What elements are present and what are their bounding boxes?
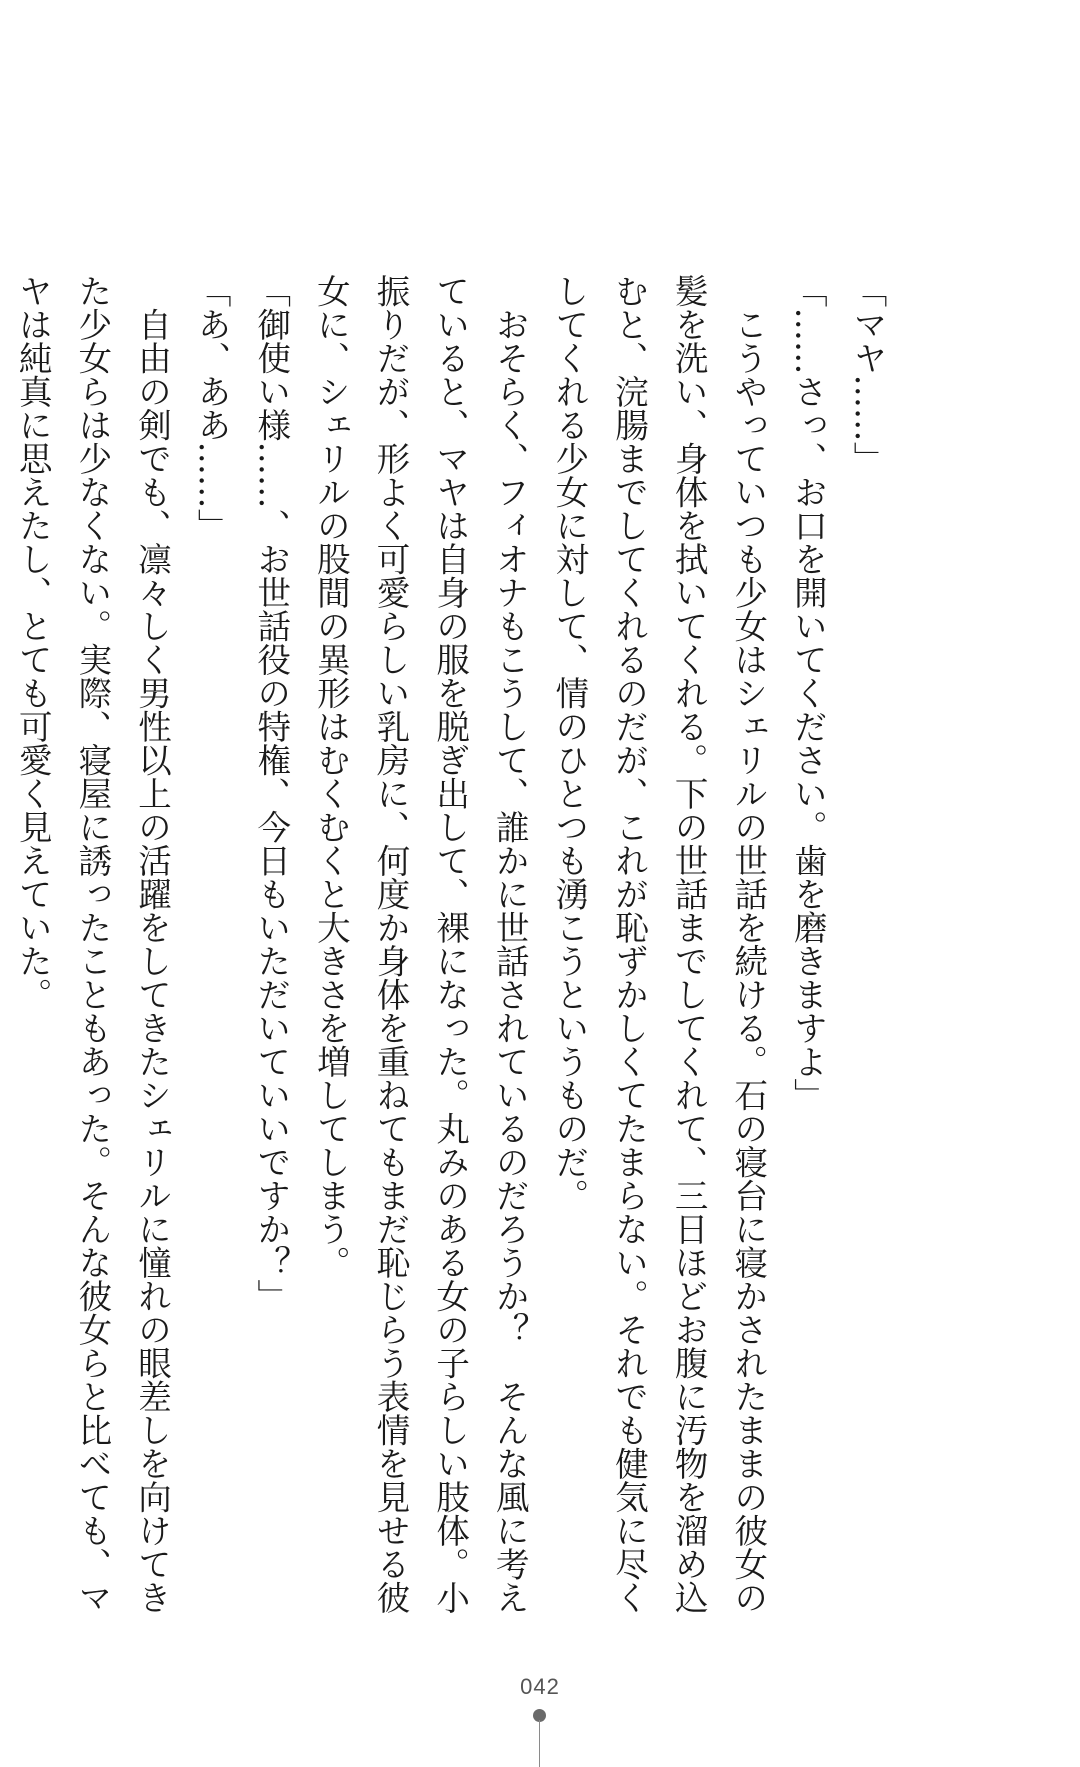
text-line: 「あ、ああ……」	[192, 274, 232, 542]
text-line: ヤは純真に思えたし、とても可愛く見えていた。	[13, 274, 53, 1011]
text-line: おそらく、フィオナもこうして、誰かに世話されているのだろうか？ そんな風に考え	[490, 274, 530, 1614]
vertical-text-body	[13, 274, 897, 1614]
text-line: 髪を洗い、身体を拭いてくれる。下の世話までしてくれて、三日ほどお腹に汚物を溜め込	[669, 274, 709, 1614]
page-marker-line	[539, 1720, 540, 1767]
text-line	[0, 274, 3, 1434]
text-line: こうやっていつも少女はシェリルの世話を続ける。石の寝台に寝かされたままの彼女の	[728, 274, 768, 1614]
text-line: た少女らは少なくない。実際、寝屋に誘ったこともあった。そんな彼女らと比べても、マ	[72, 274, 112, 1614]
text-line: 自由の剣でも、凛々しく男性以上の活躍をしてきたシェリルに憧れの眼差しを向けてき	[132, 274, 172, 1614]
text-line: むと、浣腸までしてくれるのだが、これが恥ずかしくてたまらない。それでも健気に尽く	[609, 274, 649, 1614]
text-line: 女に、シェリルの股間の異形はむくむくと大きさを増してしまう。	[311, 274, 351, 1279]
page-number: 042	[520, 1674, 560, 1699]
text-line: 振りだが、形よく可愛らしい乳房に、何度か身体を重ねてもまだ恥じらう表情を見せる彼	[371, 274, 410, 1614]
text-line: してくれる少女に対して、情のひとつも湧こうというものだ。	[549, 274, 589, 1212]
text-line: ていると、マヤは自身の服を脱ぎ出して、裸になった。丸みのある女の子らしい肢体。小	[430, 274, 470, 1614]
text-line: 「……さっ、お口を開いてください。歯を磨きますよ」	[788, 274, 828, 1112]
text-line: 「御使い様……、お世話役の特権、今日もいただいていいですか？」	[251, 274, 291, 1313]
text-line: 「マヤ……」	[848, 274, 887, 475]
